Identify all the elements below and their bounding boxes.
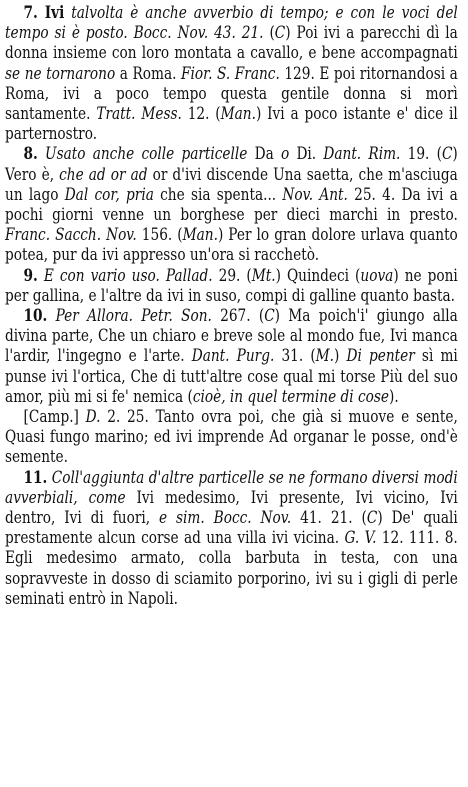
italic-text: o	[280, 144, 290, 164]
body-text: ) Poi ivi a parecchi dì la donna insieme con loro montata a cavallo, e bene accompagnati	[5, 23, 458, 63]
italic-text: M.	[315, 346, 335, 366]
italic-text: Fior. S. Franc.	[180, 63, 280, 83]
entry-number: 7.	[23, 3, 38, 22]
italic-text: Per Allora. Petr. Son.	[55, 306, 212, 326]
italic-text: e sim. Bocc. Nov.	[159, 508, 292, 528]
body-text: 19. (	[400, 144, 442, 164]
entry-number: 8.	[23, 144, 38, 164]
entry-paragraph	[5, 3, 458, 144]
italic-text: D.	[85, 407, 101, 427]
italic-text: Di penter	[346, 346, 415, 366]
entry-paragraph	[5, 468, 458, 609]
body-text: ) De' quali prestamente alcun corse ad una villa ivi vicina.	[5, 508, 458, 548]
italic-text: C	[274, 23, 286, 43]
bold-text: Ivi	[44, 3, 65, 22]
entry-number: 10.	[23, 306, 48, 326]
body-text: ) Per lo gran dolore urlava quanto potea, pur da ivi appresso un'ora si racchetò.	[5, 225, 458, 265]
italic-text: C	[366, 508, 378, 528]
body-text: 267. (	[211, 306, 265, 326]
body-text	[38, 144, 45, 163]
italic-text: Franc. Sacch. Nov.	[5, 225, 137, 245]
body-text: sì mi punse ivi l'ortica, Che di tutt'altre cose qual mi torse Più del suo amor, più mi si fe' nemica (	[5, 346, 458, 406]
entry-paragraph	[5, 266, 458, 306]
body-text: )	[334, 346, 347, 366]
italic-text: Tratt. Mess.	[96, 104, 182, 124]
body-text: Da	[247, 144, 281, 164]
body-text: 2. 25. Tanto ovra poi, che già si muove e sente, Quasi fungo marino; ed ivi imprende Ad organar le posse, ond'è semente.	[5, 407, 458, 467]
italic-text: se ne tornarono	[5, 63, 116, 83]
italic-text: cioè, in quel termine di cose	[192, 386, 390, 406]
body-text: Di.	[289, 144, 324, 164]
italic-text: talvolta è anche avverbio di tempo; e con le voci del tempo si è posto. Bocc. Nov. 43. 21.	[5, 3, 458, 43]
body-text: Ivi medesimo, Ivi presente, Ivi vicino, Ivi dentro, Ivi di fuori,	[5, 487, 458, 528]
body-text: 25. 4. Da ivi a pochi giorni venne un borghese per dieci marchi in presto.	[5, 184, 458, 225]
italic-text: Coll'aggiunta d'altre particelle se ne formano diversi modi avverbiali, come	[5, 467, 458, 507]
body-text: ) Ivi a poco istante e' dice il parternostro.	[5, 104, 458, 144]
italic-text: Dant. Purg.	[191, 346, 275, 366]
body-text: ).	[389, 386, 399, 406]
italic-text: C	[264, 306, 275, 326]
italic-text: uova	[360, 265, 394, 285]
body-text: 12. 111. 8. Egli medesimo armato, colla barbuta in testa, con una sopravveste in dosso di sciamito porporino, ivi su i gigli di perle seminati entrò in Napoli.	[5, 528, 458, 608]
italic-text: Dal cor, pria	[64, 184, 154, 204]
entry-paragraph	[5, 144, 458, 265]
body-text: 41. 21. (	[291, 508, 367, 528]
body-text	[47, 306, 55, 325]
italic-text: Dant. Rim.	[323, 144, 401, 164]
body-text: a Roma.	[115, 63, 181, 83]
italic-text: Mt.	[251, 265, 276, 285]
italic-text: G. V.	[344, 528, 377, 548]
body-text: (	[263, 23, 275, 43]
italic-text: Nov. Ant.	[282, 184, 348, 204]
italic-text: Usato anche colle particelle	[45, 144, 248, 164]
body-text: 12. (	[181, 104, 221, 124]
body-text: ) ne poni per gallina, e l'altre da ivi in suso, compi di galline quanto basta.	[5, 265, 458, 305]
entry-paragraph	[5, 306, 458, 407]
body-text: ) Ma poich'i' giungo alla divina parte, Che un chiaro e breve sole al mondo fue, Ivi manca l'ardir, l'ingegno e l'arte.	[5, 306, 458, 366]
entry-number: 11.	[23, 467, 48, 487]
italic-text: Man.	[220, 104, 256, 124]
body-text: 29. (	[212, 265, 252, 285]
italic-text: Man.	[182, 225, 218, 245]
body-text: 31. (	[274, 346, 316, 366]
italic-text: C	[441, 144, 453, 164]
body-text: che sia spenta...	[153, 184, 283, 204]
body-text: ) Quindeci (	[275, 265, 361, 285]
entry-number: 9.	[23, 265, 38, 285]
body-text: [Camp.]	[23, 407, 86, 427]
italic-text: E con vario uso. Pallad.	[43, 265, 213, 285]
body-text: 156. (	[136, 225, 183, 245]
italic-text: che ad or ad	[59, 164, 148, 184]
body-text: 129. E poi ritornandosi a Roma, ivi a poco tempo questa gentile donna si morì santamente.	[5, 63, 458, 124]
body-text: ) Vero è,	[5, 144, 458, 184]
entry-paragraph	[5, 407, 458, 468]
body-text: or d'ivi discende Una saetta, che m'asciuga un lago	[5, 164, 458, 204]
